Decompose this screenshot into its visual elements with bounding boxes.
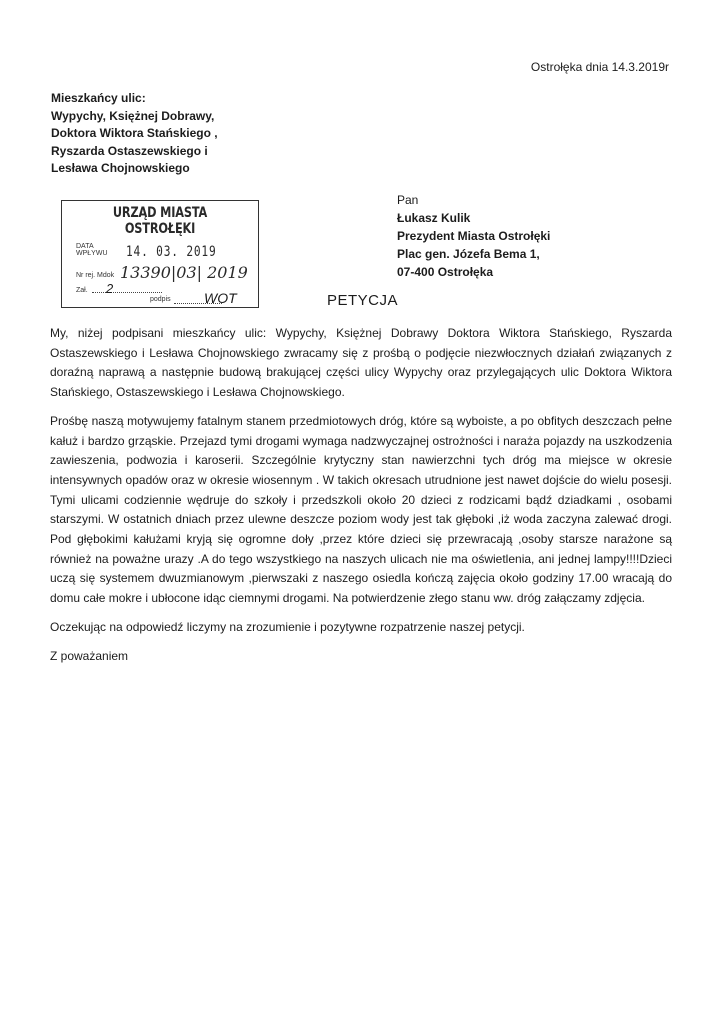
recipient-line: Pan — [397, 193, 419, 207]
letter-body — [50, 324, 672, 666]
recipient-line: Prezydent Miasta Ostrołęki — [397, 229, 551, 243]
stamp-date-label: DATA WPŁYWU — [76, 243, 108, 257]
recipient-line: Plac gen. Józefa Bema 1, — [397, 247, 540, 261]
recipient-line: Łukasz Kulik — [397, 211, 471, 225]
body-paragraph: My, niżej podpisani mieszkańcy ulic: Wypychy, Księżnej Dobrawy Doktora Wiktora Stańskiego, Ryszarda Ostaszewskiego i Lesława Chojnowskiego zwracamy się z prośbą o podjęcie niezwłocznych działań związanych z doraźną naprawą a następnie budową brakującej części ulicy Wypychy oraz przylegających ulic Doktora Wiktora Stańskiego, Ostaszewskiego i Lesława Chojnowskiego. — [50, 326, 672, 400]
sender-line: Wypychy, Księżnej Dobrawy, — [51, 108, 215, 123]
stamp-signature-label: podpis — [150, 296, 171, 303]
stamp-date-value: 14. 03. 2019 — [126, 244, 217, 260]
sender-block — [51, 90, 218, 178]
sender-line: Doktora Wiktora Stańskiego , — [51, 126, 218, 140]
body-paragraph: Oczekując na odpowiedź liczymy na zrozumienie i pozytywne rozpatrzenie naszej petycji. — [50, 619, 525, 634]
sender-line: Mieszkańcy ulic: — [51, 91, 146, 105]
letter-date: Ostrołęka dnia 14.3.2019r — [530, 60, 669, 74]
stamp-registry-number: 13390|03| 2019 — [120, 263, 248, 282]
stamp-attachments-value: 2 — [106, 281, 114, 296]
body-paragraph: Prośbę naszą motywujemy fatalnym stanem przedmiotowych dróg, które są wyboiste, a po obfitych deszczach pełne kałuż i bardzo grząskie. Przejazd tymi drogami wymaga nadzwyczajnej ostrożności i naraża pojazdy na uszkodzenia zawieszenia, podwozia i karoserii. Szczególnie krytyczny stan nawierzchni tych dróg ma miejsce w okresie intensywnych opadów oraz w okresie wiosennym . W takich okresach utrudnione jest nawet dojście do wielu posesji. Tymi ulicami codziennie wędruje do szkoły i przedszkoli około 20 dzieci z rodzicami bądź dziadkami , osobami starszymi. W ostatnich dniach przez ulewne deszcze poziom wody jest tak głęboki ,iż woda zaczyna zalewać drogi. Pod głębokimi kałużami kryją się ogromne doły ,przez które dzieci się przewracają ,osoby starsze narażone są również na poważne urazy .A do tego wszystkiego na naszych ulicach nie ma oświetlenia, ani jednej lampy!!!!Dzieci uczą się systemem dwuzmianowym ,pierwszaki z naszego osiedla kończą zajęcia około godziny 17.00 wracają do domu całe mokre i ubłocone idąc ciemnymi drogami. Na potwierdzenie złego stanu ww. dróg załączamy zdjęcia. — [50, 413, 672, 606]
closing-line: Z poważaniem — [50, 648, 129, 663]
sender-line: Lesława Chojnowskiego — [51, 161, 190, 175]
document-title-text: PETYCJA — [326, 292, 398, 309]
stamp-attachments-label: Zał. — [76, 287, 88, 294]
stamp-registry-label: Nr rej. Mdok — [76, 272, 115, 279]
document-title — [0, 292, 725, 309]
stamp-title: URZĄD MIASTA OSTROŁĘKI — [112, 205, 208, 237]
sender-line: Ryszarda Ostaszewskiego i — [51, 143, 208, 158]
stamp-signature: WOT — [204, 290, 237, 306]
recipient-block — [397, 191, 550, 281]
recipient-line: 07-400 Ostrołęka — [397, 265, 494, 279]
